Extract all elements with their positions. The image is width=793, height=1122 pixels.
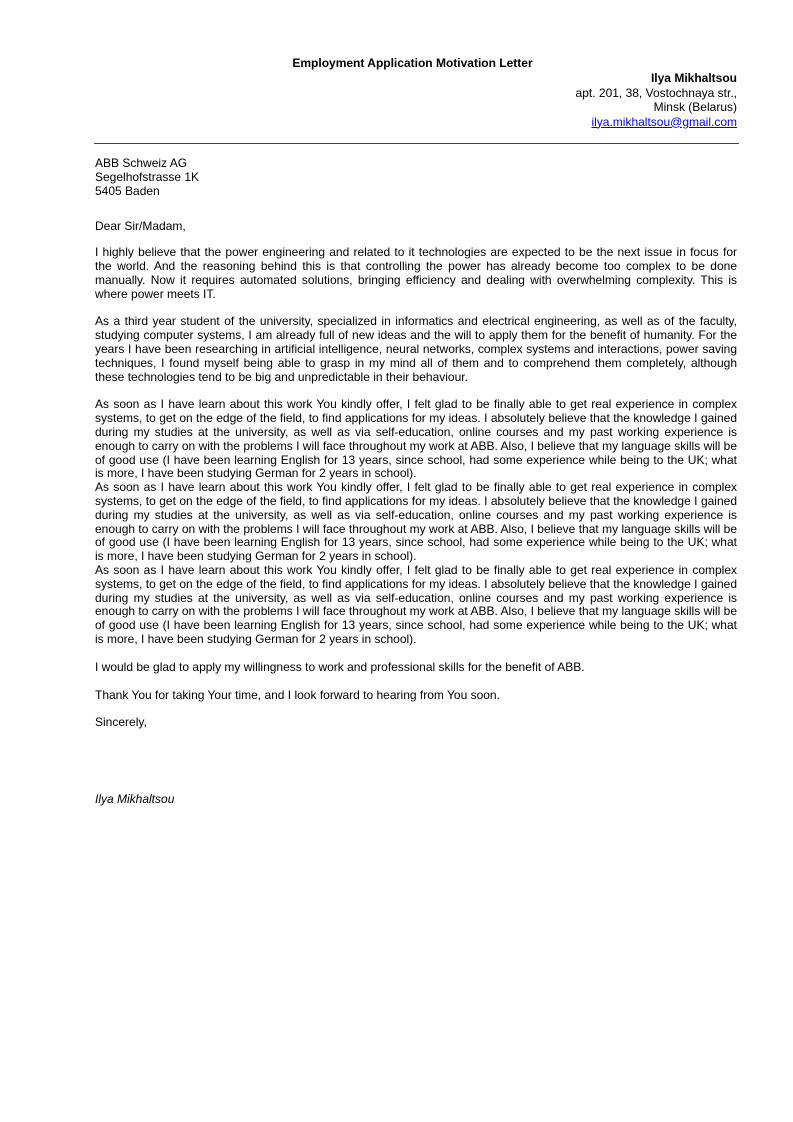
signature-name: Ilya Mikhaltsou bbox=[95, 792, 175, 806]
recipient-block bbox=[95, 157, 737, 198]
sender-email-link[interactable]: ilya.mikhaltsou@gmail.com bbox=[591, 114, 737, 129]
sender-address-line2: Minsk (Belarus) bbox=[653, 100, 737, 114]
header-divider bbox=[94, 143, 739, 144]
paragraph-6: I would be glad to apply my willingness to work and professional skills for the benefit of ABB. bbox=[95, 659, 585, 674]
sender-address-line1: apt. 201, 38, Vostochnaya str., bbox=[575, 85, 737, 100]
paragraph-7: Thank You for taking Your time, and I look forward to hearing from You soon. bbox=[95, 687, 500, 702]
paragraph-3: As soon as I have learn about this work You kindly offer, I felt glad to be finally able to get real experience in complex systems, to get on the edge of the field, to find applications for my ideas. I absolutely believe that the knowledge I gained during my studies at the university, as well as via self-education, online courses and my past working experience is enough to carry on with the problems I will face throughout my work at ABB. Also, I believe that my language skills will be of good use (I have been learning English for 13 years, since school, had some experience while being to the UK; what is more, I have been studying German for 2 years in school). bbox=[95, 397, 737, 481]
letter-body bbox=[95, 157, 737, 744]
paragraph-1: I highly believe that the power engineering and related to it technologies are expected to be the next issue in focus for the world. And the reasoning behind this is that controlling the power has already become too complex to be done manually. Now it requires automated solutions, bringing efficiency and dealing with overwhelming complexity. This is where power meets IT. bbox=[95, 245, 737, 301]
paragraph-2: As a third year student of the university, specialized in informatics and electrical engineering, as well as of the faculty, studying computer systems, I am already full of new ideas and the will to apply them for the benefit of humanity. For the years I have been researching in artificial intelligence, neural networks, complex systems and interactions, power saving techniques, I found myself being able to grasp in my mind all of them and to comprehend them completely, although these technologies tend to be big and unpredictable in their behaviour. bbox=[95, 314, 737, 384]
paragraph-5: As soon as I have learn about this work You kindly offer, I felt glad to be finally able to get real experience in complex systems, to get on the edge of the field, to find applications for my ideas. I absolutely believe that the knowledge I gained during my studies at the university, as well as via self-education, online courses and my past working experience is enough to carry on with the problems I will face throughout my work at ABB. Also, I believe that my language skills will be of good use (I have been learning English for 13 years, since school, had some experience while being to the UK; what is more, I have been studying German for 2 years in school). bbox=[95, 562, 737, 646]
paragraph-4: As soon as I have learn about this work You kindly offer, I felt glad to be finally able to get real experience in complex systems, to get on the edge of the field, to find applications for my ideas. I absolutely believe that the knowledge I gained during my studies at the university, as well as via self-education, online courses and my past working experience is enough to carry on with the problems I will face throughout my work at ABB. Also, I believe that my language skills will be of good use (I have been learning English for 13 years, since school, had some experience while being to the UK; what is more, I have been studying German for 2 years in school). bbox=[95, 480, 737, 564]
recipient-company: ABB Schweiz AG bbox=[95, 156, 188, 170]
salutation: Dear Sir/Madam, bbox=[95, 219, 186, 234]
document-title: Employment Application Motivation Letter bbox=[292, 56, 533, 70]
recipient-street: Segelhofstrasse 1K bbox=[95, 169, 200, 184]
sender-name: Ilya Mikhaltsou bbox=[650, 71, 737, 85]
closing: Sincerely, bbox=[95, 715, 147, 730]
recipient-city: 5405 Baden bbox=[95, 183, 160, 198]
sender-block bbox=[576, 71, 737, 129]
